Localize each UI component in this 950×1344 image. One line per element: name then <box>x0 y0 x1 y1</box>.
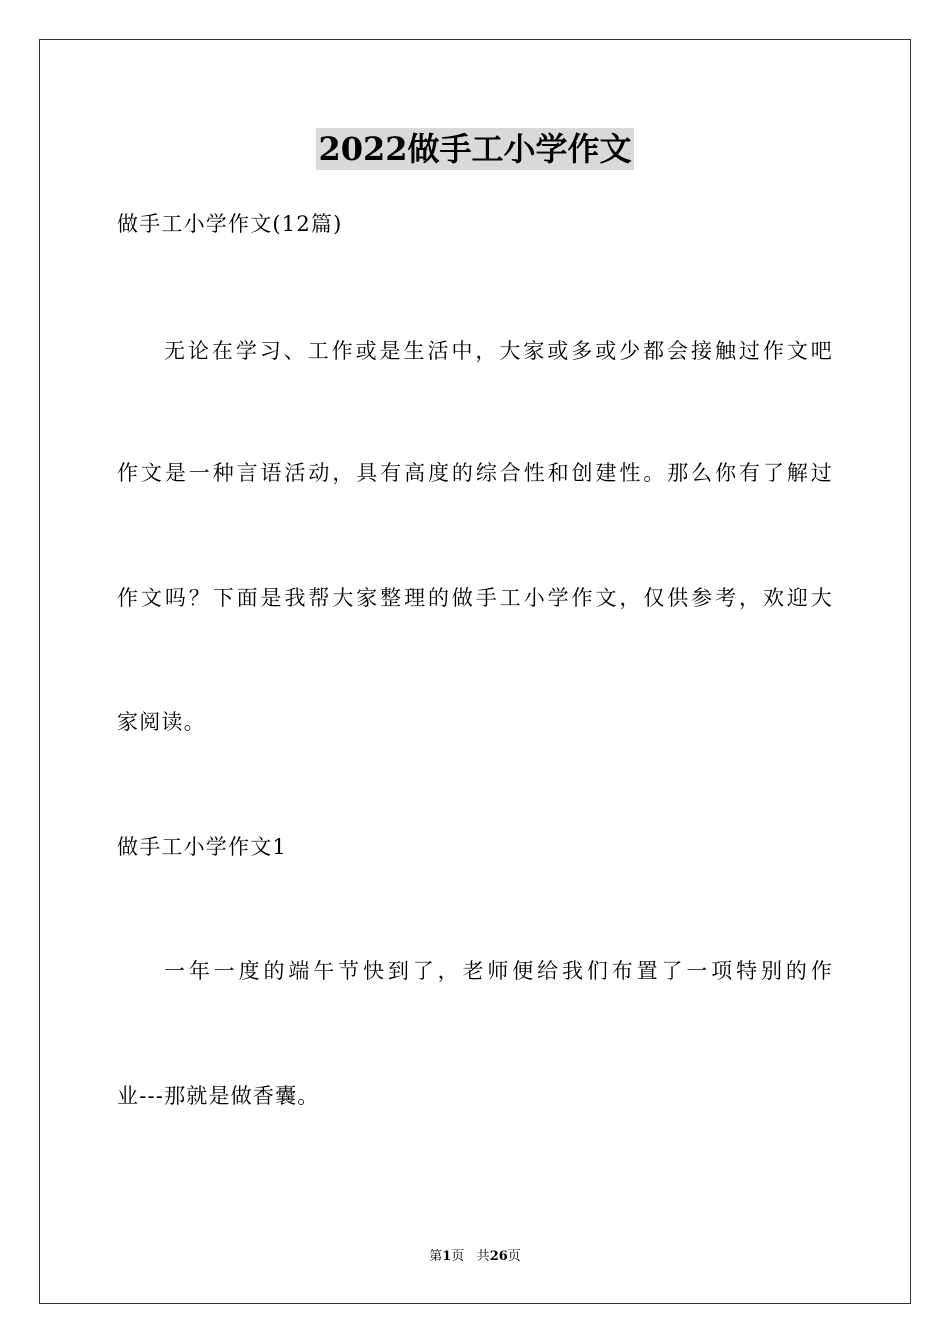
document-title: 2022做手工小学作文 <box>318 130 632 168</box>
paragraph-line: 业---那就是做香囊。 <box>117 1084 320 1108</box>
footer-page-suffix: 页 <box>451 1249 465 1264</box>
paragraph-line: 无论在学习、工作或是生活中，大家或多或少都会接触过作文吧 <box>164 339 833 363</box>
paragraph-line: 一年一度的端午节快到了，老师便给我们布置了一项特别的作 <box>164 959 833 983</box>
title-container <box>0 128 950 170</box>
paragraph-line: 作文吗？下面是我帮大家整理的做手工小学作文，仅供参考，欢迎大 <box>117 586 833 610</box>
page-footer <box>0 1248 950 1266</box>
footer-total-pages: 26 <box>489 1249 508 1264</box>
paragraph-line: 作文是一种言语活动，具有高度的综合性和创建性。那么你有了解过 <box>117 461 833 485</box>
footer-total-prefix: 共 <box>476 1249 490 1264</box>
footer-page-number: 1 <box>442 1249 452 1264</box>
paragraph-line: 家阅读。 <box>117 710 206 734</box>
footer-page-prefix: 第 <box>429 1249 443 1264</box>
section-heading: 做手工小学作文1 <box>117 835 287 859</box>
footer-total-suffix: 页 <box>507 1249 521 1264</box>
series-heading: 做手工小学作文(12篇) <box>117 212 343 236</box>
